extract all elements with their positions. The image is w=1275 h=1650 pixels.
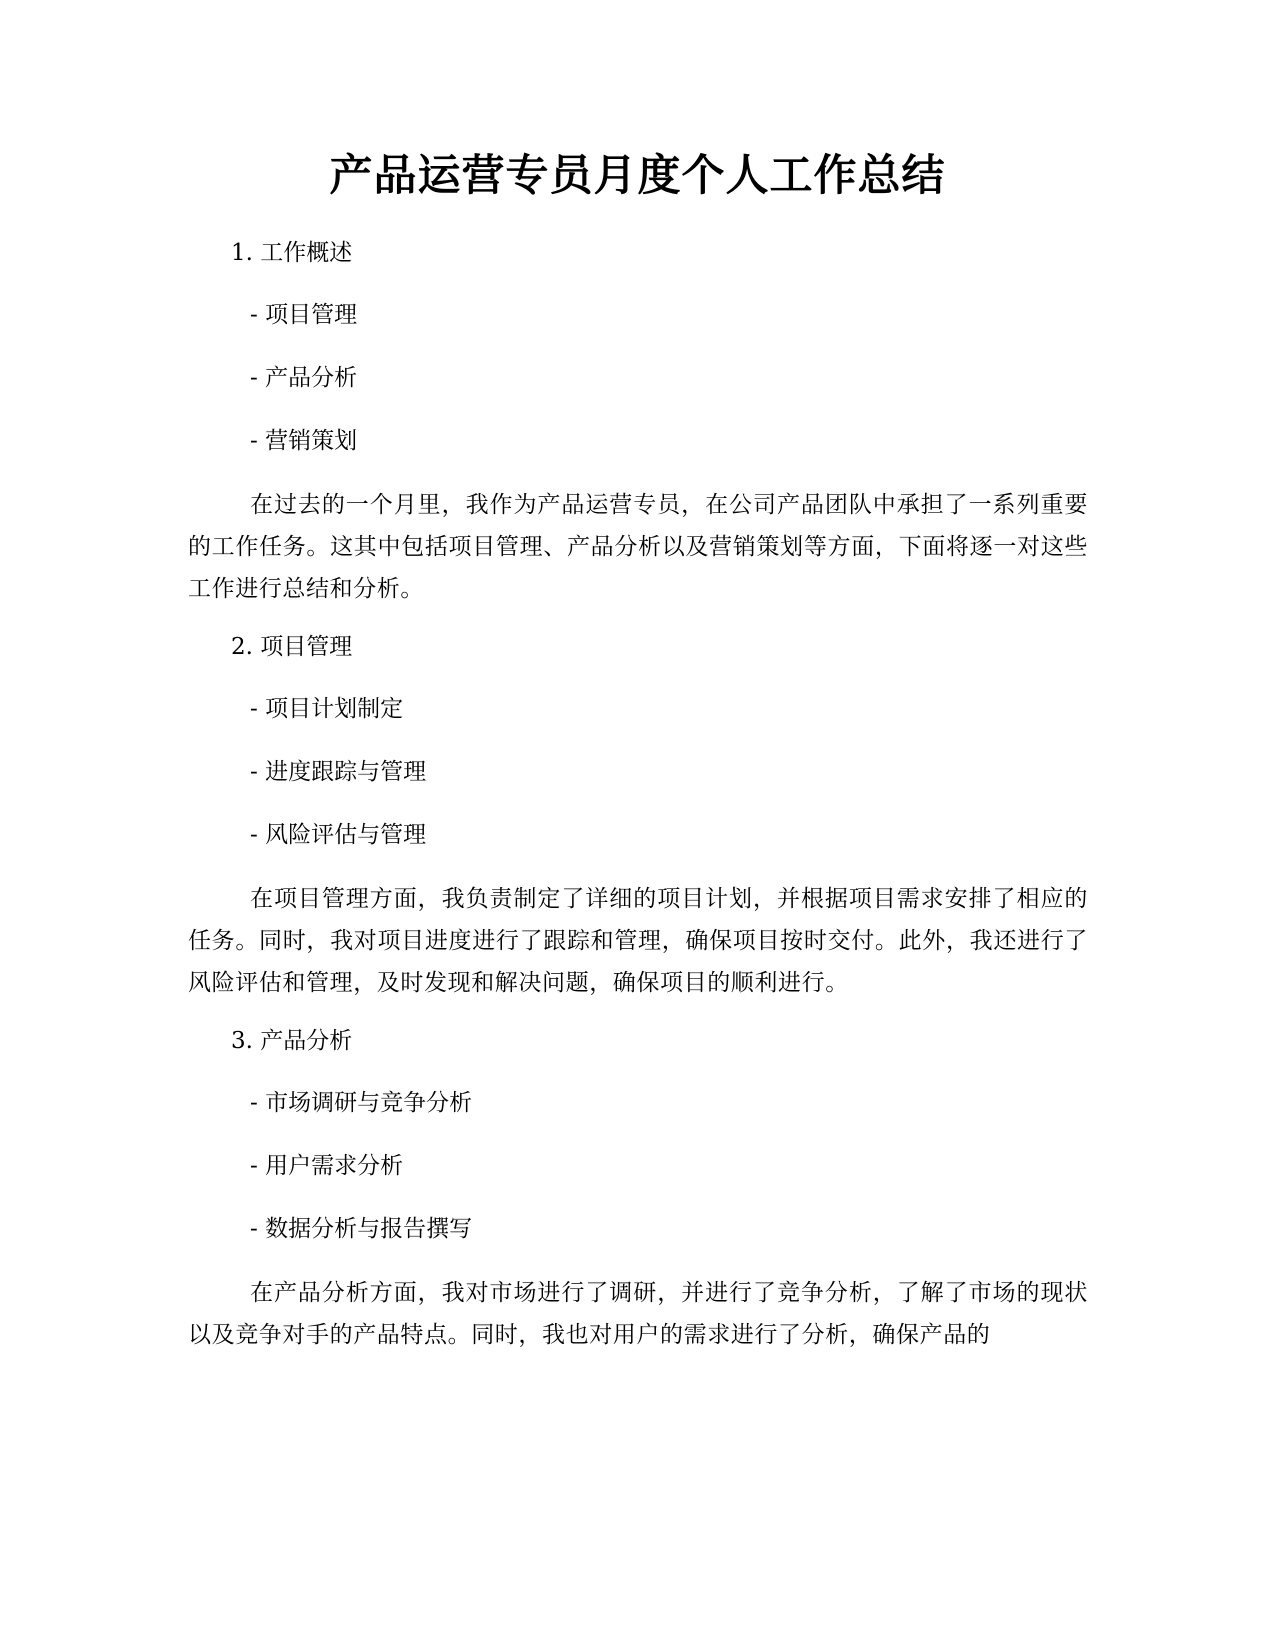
section-heading: 3. 产品分析	[231, 1028, 353, 1054]
list-item: - 风险评估与管理	[250, 822, 427, 848]
document-title: 产品运营专员月度个人工作总结	[329, 151, 946, 201]
section-paragraph: 在产品分析方面，我对市场进行了调研，并进行了竞争分析，了解了市场的现状以及竞争对手的产品特点。同时，我也对用户的需求进行了分析，确保产品的	[188, 1280, 1088, 1348]
section-paragraph: 在项目管理方面，我负责制定了详细的项目计划，并根据项目需求安排了相应的任务。同时，我对项目进度进行了跟踪和管理，确保项目按时交付。此外，我还进行了风险评估和管理，及时发现和解决问题，确保项目的顺利进行。	[188, 886, 1088, 996]
list-item: - 数据分析与报告撰写	[250, 1216, 473, 1242]
section-paragraph: 在过去的一个月里，我作为产品运营专员，在公司产品团队中承担了一系列重要的工作任务。这其中包括项目管理、产品分析以及营销策划等方面，下面将逐一对这些工作进行总结和分析。	[188, 492, 1088, 602]
list-item: - 市场调研与竞争分析	[250, 1090, 473, 1116]
section-heading: 1. 工作概述	[231, 240, 353, 266]
list-item: - 营销策划	[250, 428, 358, 454]
list-item: - 项目计划制定	[250, 696, 404, 722]
list-item: - 产品分析	[250, 365, 358, 391]
list-item: - 项目管理	[250, 302, 358, 328]
section-heading: 2. 项目管理	[231, 634, 353, 660]
list-item: - 用户需求分析	[250, 1153, 404, 1179]
list-item: - 进度跟踪与管理	[250, 759, 427, 785]
